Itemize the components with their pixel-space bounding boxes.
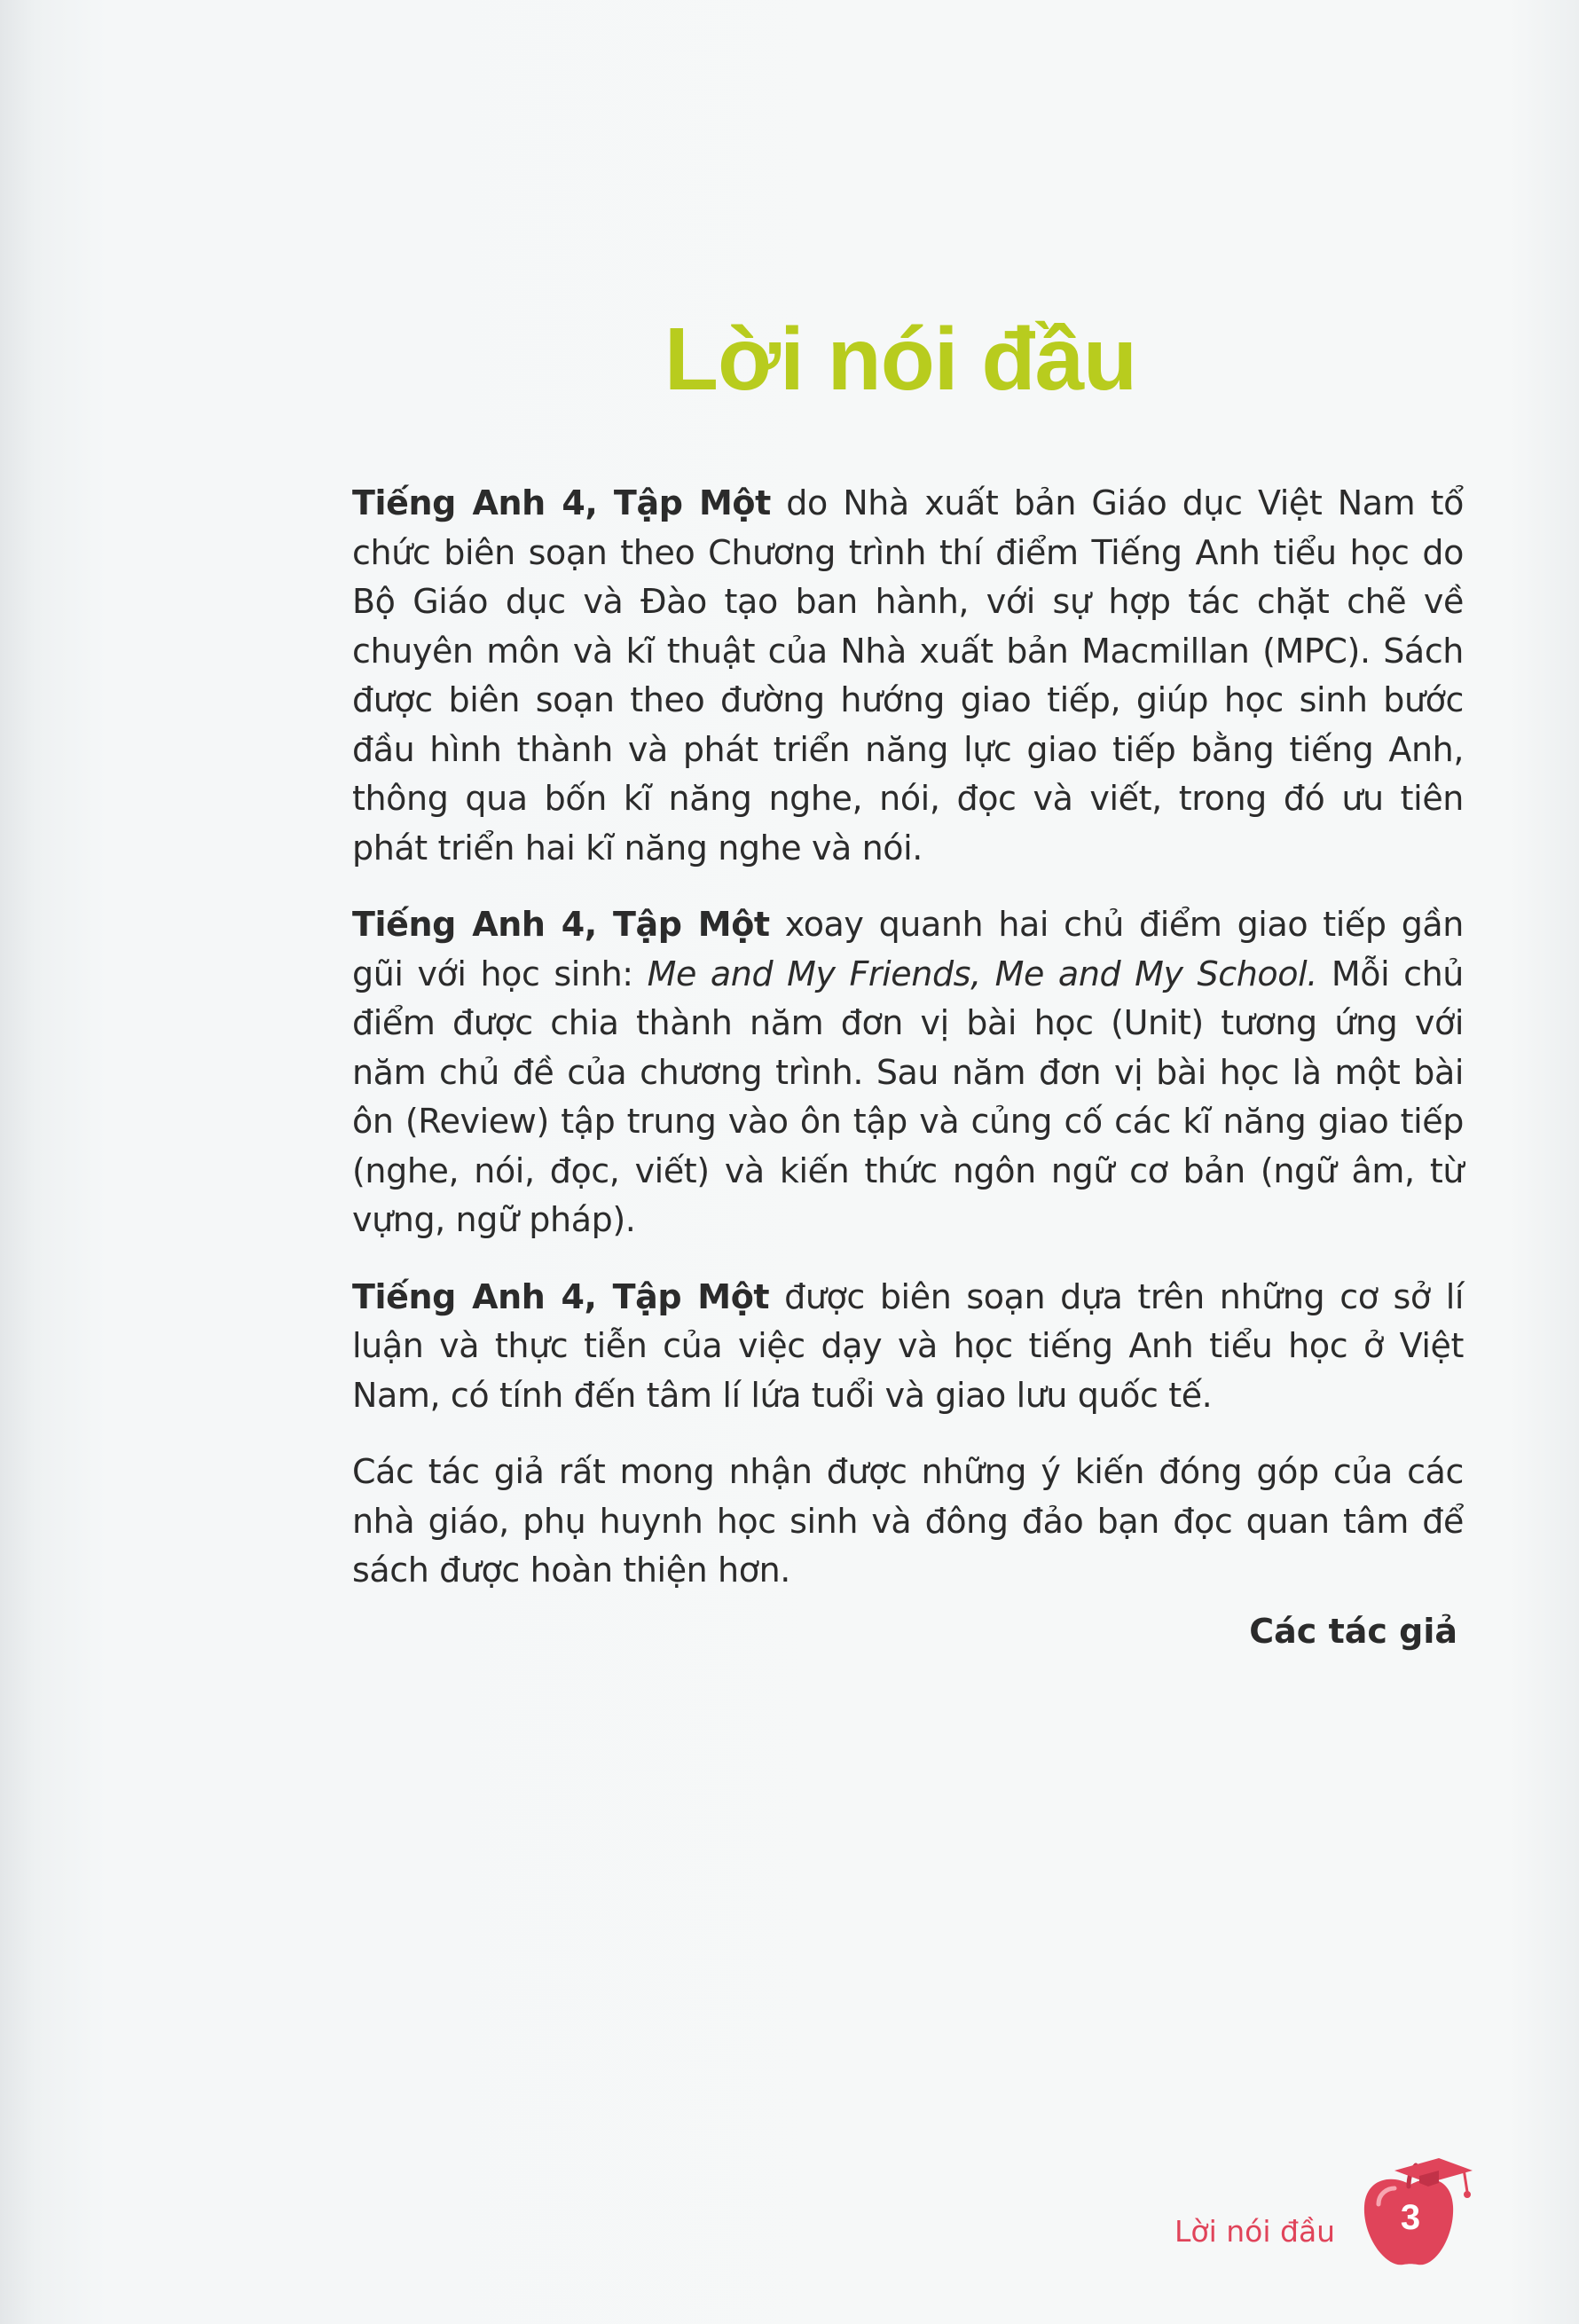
footer-section-label: Lời nói đầu [1174,2214,1336,2249]
preface-body [352,479,1464,1623]
paragraph-1-text: do Nhà xuất bản Giáo dục Việt Nam tổ chức biên soạn theo Chương trình thí điểm Tiếng Anh tiểu học do Bộ Giáo dục và Đào tạo ban hành, với sự hợp tác chặt chẽ về chuyên môn và kĩ thuật của Nhà xuất bản Macmillan (MPC). Sách được biên soạn theo đường hướng giao tiếp, giúp học sinh bước đầu hình thành và phát triển năng lực giao tiếp bằng tiếng Anh, thông qua bốn kĩ năng nghe, nói, đọc và viết, trong đó ưu tiên phát triển hai kĩ năng nghe và nói. [352,483,1464,868]
paragraph-1-lead: Tiếng Anh 4, Tập Một [352,483,771,522]
paragraph-4-text: Các tác giả rất mong nhận được những ý kiến đóng góp của các nhà giáo, phụ huynh học sinh và đông đảo bạn đọc quan tâm để sách được hoàn thiện hơn. [352,1452,1464,1590]
paragraph-4 [352,1448,1464,1596]
paragraph-2-text-b: Mỗi chủ điểm được chia thành năm đơn vị bài học (Unit) tương ứng với năm chủ đề của chương trình. Sau năm đơn vị bài học là một bài ôn (Review) tập trung vào ôn tập và củng cố các kĩ năng giao tiếp (nghe, nói, đọc, viết) và kiến thức ngôn ngữ cơ bản (ngữ âm, từ vựng, ngữ pháp). [352,954,1464,1239]
page-title: Lời nói đầu [664,310,1137,409]
paragraph-3-lead: Tiếng Anh 4, Tập Một [352,1276,770,1316]
paragraph-2-lead: Tiếng Anh 4, Tập Một [352,905,770,944]
paragraph-2-text-a: xoay quanh hai chủ điểm giao tiếp gần gũi với học sinh: [352,905,1464,993]
paragraph-2 [352,900,1464,1245]
paragraph-2-italic: Me and My Friends, Me and My School. [647,954,1317,993]
paragraph-3-text: được biên soạn dựa trên những cơ sở lí luận và thực tiễn của việc dạy và học tiếng Anh tiểu học ở Việt Nam, có tính đến tâm lí lứa tuổi và giao lưu quốc tế. [352,1276,1465,1415]
page-number: 3 [1400,2198,1421,2237]
paragraph-1 [352,479,1464,873]
signature: Các tác giả [1249,1612,1457,1651]
paragraph-3 [352,1273,1464,1421]
